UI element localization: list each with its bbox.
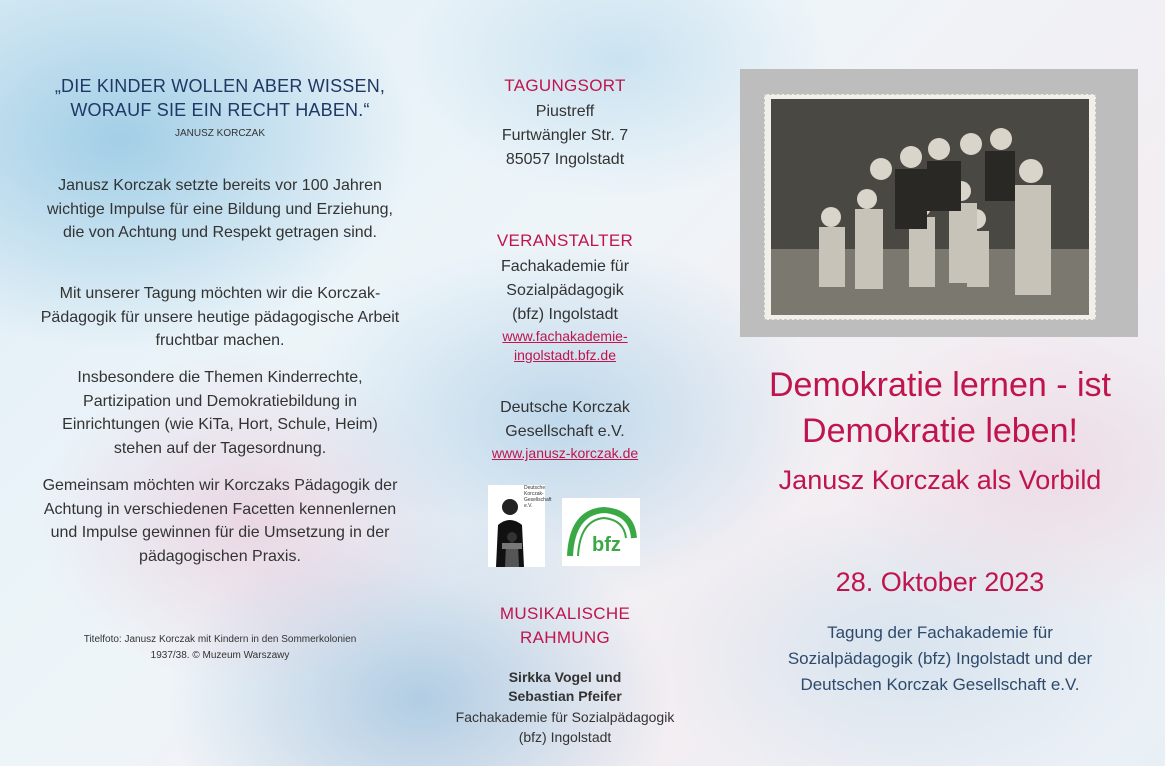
description-line: Tagung der Fachakademie für	[827, 623, 1053, 642]
performer-name: Sirkka Vogel und	[508, 669, 622, 685]
intro-paragraph: Janusz Korczak setzte bereits vor 100 Jahren wichtige Impulse für eine Bildung und Erziehung, die von Achtung und Respekt getragen sind.	[47, 177, 393, 241]
photo-border	[764, 94, 1096, 320]
organizer1-line: (bfz) Ingolstadt	[512, 306, 618, 323]
organizer1-link-line[interactable]: ingolstadt.bfz.de	[514, 347, 616, 363]
quote-author: JANUSZ KORCZAK	[174, 128, 265, 139]
korczak-logo-text	[524, 485, 552, 509]
korczak-with-children-photo	[771, 99, 1089, 315]
bfz-logo	[562, 498, 640, 566]
title-line: Demokratie leben!	[802, 412, 1078, 450]
caption-line: Titelfoto: Janusz Korczak mit Kindern in den Sommerkolonien	[83, 634, 357, 645]
venue-name: Piustreff	[535, 103, 595, 120]
organizer2-link-text[interactable]: www.janusz-korczak.de	[491, 445, 639, 461]
organizer2-line: Gesellschaft e.V.	[505, 423, 625, 440]
organizer-heading: VERANSTALTER	[496, 231, 634, 250]
organizer1-link-line[interactable]: www.fachakademie-	[502, 328, 628, 344]
event-description	[740, 620, 1140, 698]
logo-text-line: Deutsche	[524, 485, 546, 491]
goal-paragraph: Mit unserer Tagung möchten wir die Korczak-Pädagogik für unsere heutige pädagogische Arbeit fruchtbar machen.	[40, 285, 400, 349]
korczak-society-logo	[488, 485, 552, 567]
bfz-logo-text: bfz	[592, 534, 621, 556]
event-date: 28. Oktober 2023	[835, 567, 1045, 597]
music-org-line: Fachakademie für Sozialpädagogik	[455, 709, 675, 725]
organizer1-line: Sozialpädagogik	[506, 282, 624, 299]
group-photo-icon	[771, 99, 1089, 315]
logo-text-line: Korczak-	[524, 491, 544, 497]
venue-heading: TAGUNGSORT	[504, 76, 626, 95]
music-org-line: (bfz) Ingolstadt	[518, 729, 612, 745]
quote-line: „DIE KINDER WOLLEN ABER WISSEN,	[54, 76, 386, 96]
title-photo	[740, 69, 1138, 337]
organizer2-line: Deutsche Korczak	[500, 399, 630, 416]
main-title	[740, 362, 1140, 454]
organizer2-link[interactable]	[440, 444, 690, 463]
organizer1-line: Fachakademie für	[500, 258, 630, 275]
topics-paragraph: Insbesondere die Themen Kinderrechte, Partizipation und Demokratiebildung in Einrichtungen (wie KiTa, Hort, Schule, Heim) stehen auf der Tagesordnung.	[62, 369, 378, 457]
performer-name: Sebastian Pfeifer	[508, 688, 622, 704]
together-paragraph: Gemeinsam möchten wir Korczaks Pädagogik der Achtung in verschiedenen Facetten kennenlernen und Impulse gewinnen für die Umsetzung in der pädagogischen Praxis.	[42, 477, 398, 565]
quote	[40, 74, 400, 122]
caption-line: 1937/38. © Muzeum Warszawy	[150, 650, 290, 661]
subtitle: Janusz Korczak als Vorbild	[778, 465, 1102, 495]
music-performers	[440, 668, 690, 706]
photo-caption	[40, 632, 400, 664]
quote-line: WORAUF SIE EIN RECHT HABEN.“	[70, 100, 370, 120]
organizer1-link[interactable]	[440, 327, 690, 365]
logo-text-line: e.V.	[524, 503, 533, 509]
title-line: Demokratie lernen - ist	[768, 366, 1111, 404]
venue-street: Furtwängler Str. 7	[501, 127, 629, 144]
music-heading-line: MUSIKALISCHE	[499, 604, 631, 623]
logo-text-line: Gesellschaft	[524, 497, 552, 503]
venue-city: 85057 Ingolstadt	[505, 151, 625, 168]
music-heading-line: RAHMUNG	[520, 628, 610, 647]
description-line: Deutschen Korczak Gesellschaft e.V.	[800, 675, 1080, 694]
music-heading	[440, 602, 690, 650]
description-line: Sozialpädagogik (bfz) Ingolstadt und der	[787, 649, 1093, 668]
music-organization	[440, 707, 690, 747]
